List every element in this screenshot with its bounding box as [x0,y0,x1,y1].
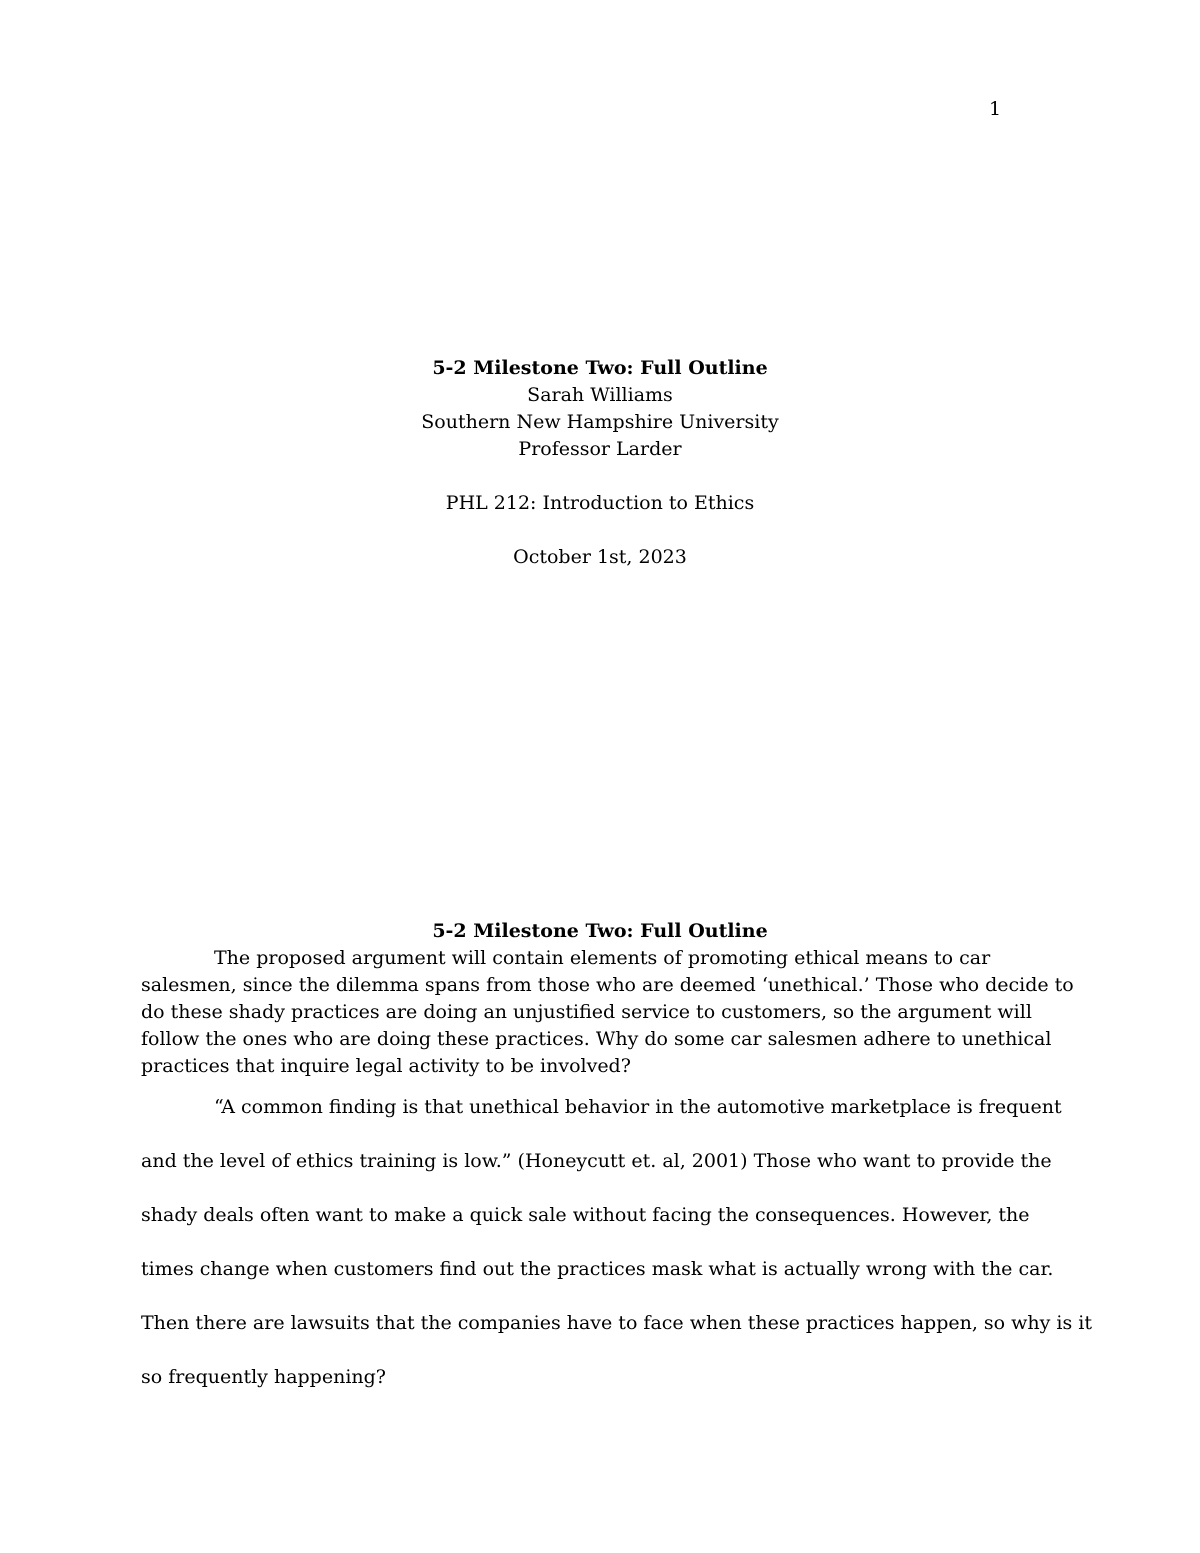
paragraph-line: so frequently happening? [141,1366,386,1388]
paragraph-line: do these shady practices are doing an unjustified service to customers, so the argument will [141,1001,1032,1023]
paragraph-line: practices that inquire legal activity to be involved? [141,1055,631,1077]
paragraph-line: The proposed argument will contain elements of promoting ethical means to car [214,947,991,969]
author-name: Sarah Williams [527,384,673,406]
paragraph-line: times change when customers find out the practices mask what is actually wrong with the car. [141,1258,1054,1280]
paragraph-line: “A common finding is that unethical behavior in the automotive marketplace is frequent [214,1096,1062,1118]
paragraph-line: Then there are lawsuits that the companies have to face when these practices happen, so why is it [141,1312,1093,1334]
paragraph-line: shady deals often want to make a quick sale without facing the consequences. However, the [141,1204,1030,1226]
instructor-name: Professor Larder [518,438,682,460]
paragraph-intro [141,945,1074,1080]
page-number: 1 [988,98,1002,120]
paragraph-quote [141,1080,1093,1404]
body-heading: 5-2 Milestone Two: Full Outline [432,920,768,942]
institution-name: Southern New Hampshire University [421,411,779,433]
spacer [0,463,1200,490]
paragraph-line: and the level of ethics training is low.” (Honeycutt et. al, 2001) Those who want to provide the [141,1150,1052,1172]
paper-title: 5-2 Milestone Two: Full Outline [432,357,768,379]
paragraph-line: salesmen, since the dilemma spans from those who are deemed ‘unethical.’ Those who decide to [141,974,1074,996]
spacer [0,517,1200,544]
submission-date: October 1st, 2023 [513,546,687,568]
course-name: PHL 212: Introduction to Ethics [445,492,755,514]
paragraph-line: follow the ones who are doing these practices. Why do some car salesmen adhere to unethical [141,1028,1052,1050]
title-page-block [0,355,1200,571]
